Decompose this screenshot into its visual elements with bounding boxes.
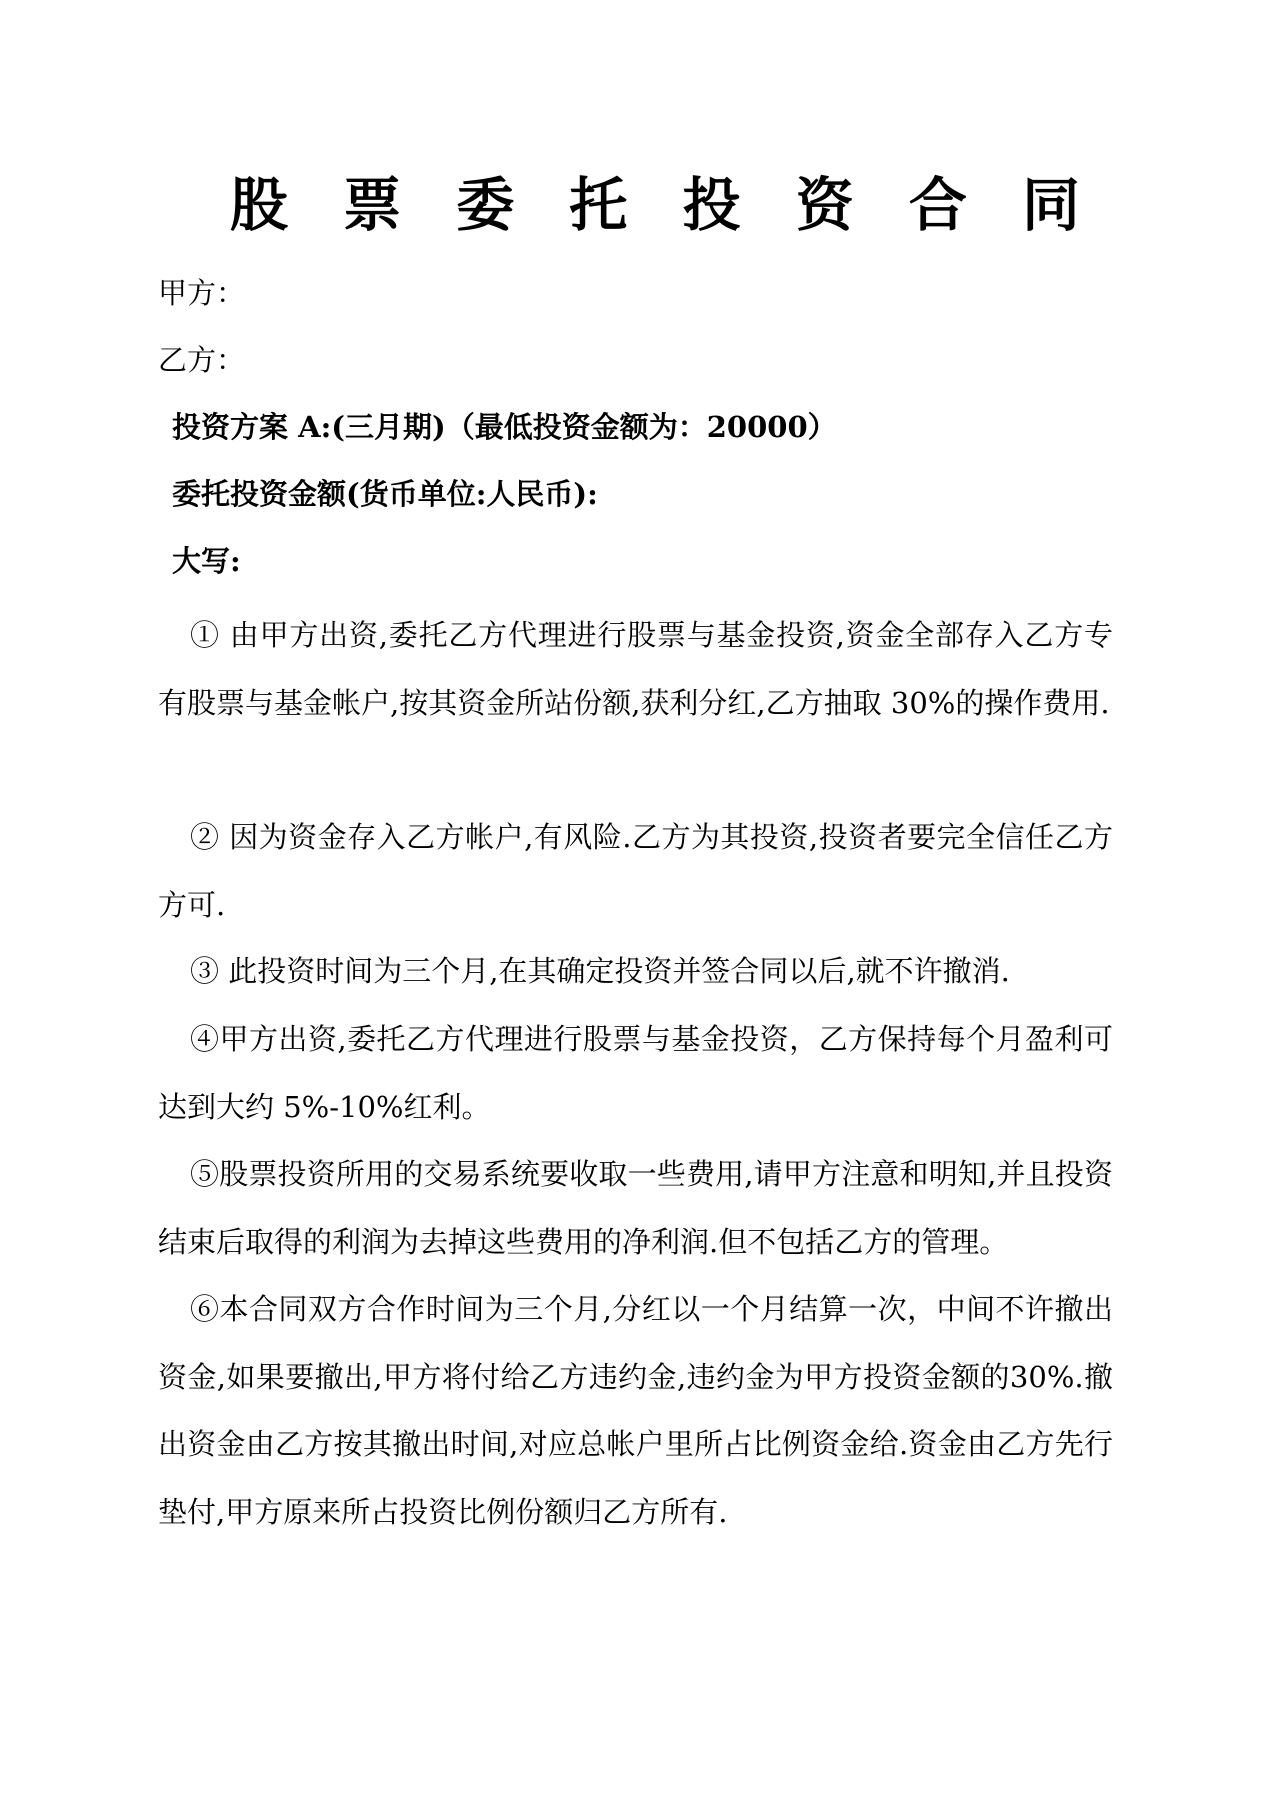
title-char: 股 — [230, 171, 289, 239]
title-char: 资 — [795, 171, 854, 239]
clause-3: ③ 此投资时间为三个月,在其确定投资并签合同以后,就不许撤消. — [190, 954, 1010, 988]
party-b-label: 乙方： — [158, 343, 246, 377]
clause-1: ① 由甲方出资,委托乙方代理进行股票与基金投资,资金全部存入乙方专有股票与基金帐户,按其资金所站份额,获利分红,乙方抽取 30%的操作费用. — [158, 618, 1113, 720]
clause-4: ④甲方出资,委托乙方代理进行股票与基金投资，乙方保持每个月盈利可达到大约 5%-10%红利。 — [158, 1022, 1113, 1124]
investment-amount-label: 委托投资金额(货币单位:人民币): — [172, 477, 598, 511]
investment-plan: 投资方案 A:(三月期)（最低投资金额为：20000） — [172, 410, 837, 444]
clause-2: ② 因为资金存入乙方帐户,有风险.乙方为其投资,投资者要完全信任乙方方可. — [158, 820, 1113, 922]
title-char: 投 — [682, 171, 741, 239]
title-char: 同 — [1021, 171, 1080, 239]
title-char: 票 — [343, 171, 402, 239]
page-title — [230, 170, 1080, 240]
title-char: 委 — [456, 171, 515, 239]
clause-6: ⑥本合同双方合作时间为三个月,分红以一个月结算一次，中间不许撤出资金,如果要撤出,甲方将付给乙方违约金,违约金为甲方投资金额的30%.撤出资金由乙方按其撤出时间,对应总帐户里所占比例资金给.资金由乙方先行垫付,甲方原来所占投资比例份额归乙方所有. — [158, 1292, 1113, 1529]
title-char: 合 — [908, 171, 967, 239]
title-char: 托 — [569, 171, 628, 239]
clause-5: ⑤股票投资所用的交易系统要收取一些费用,请甲方注意和明知,并且投资结束后取得的利润为去掉这些费用的净利润.但不包括乙方的管理。 — [158, 1157, 1113, 1259]
capital-amount-label: 大写: — [172, 544, 241, 578]
party-a-label: 甲方： — [158, 276, 246, 310]
